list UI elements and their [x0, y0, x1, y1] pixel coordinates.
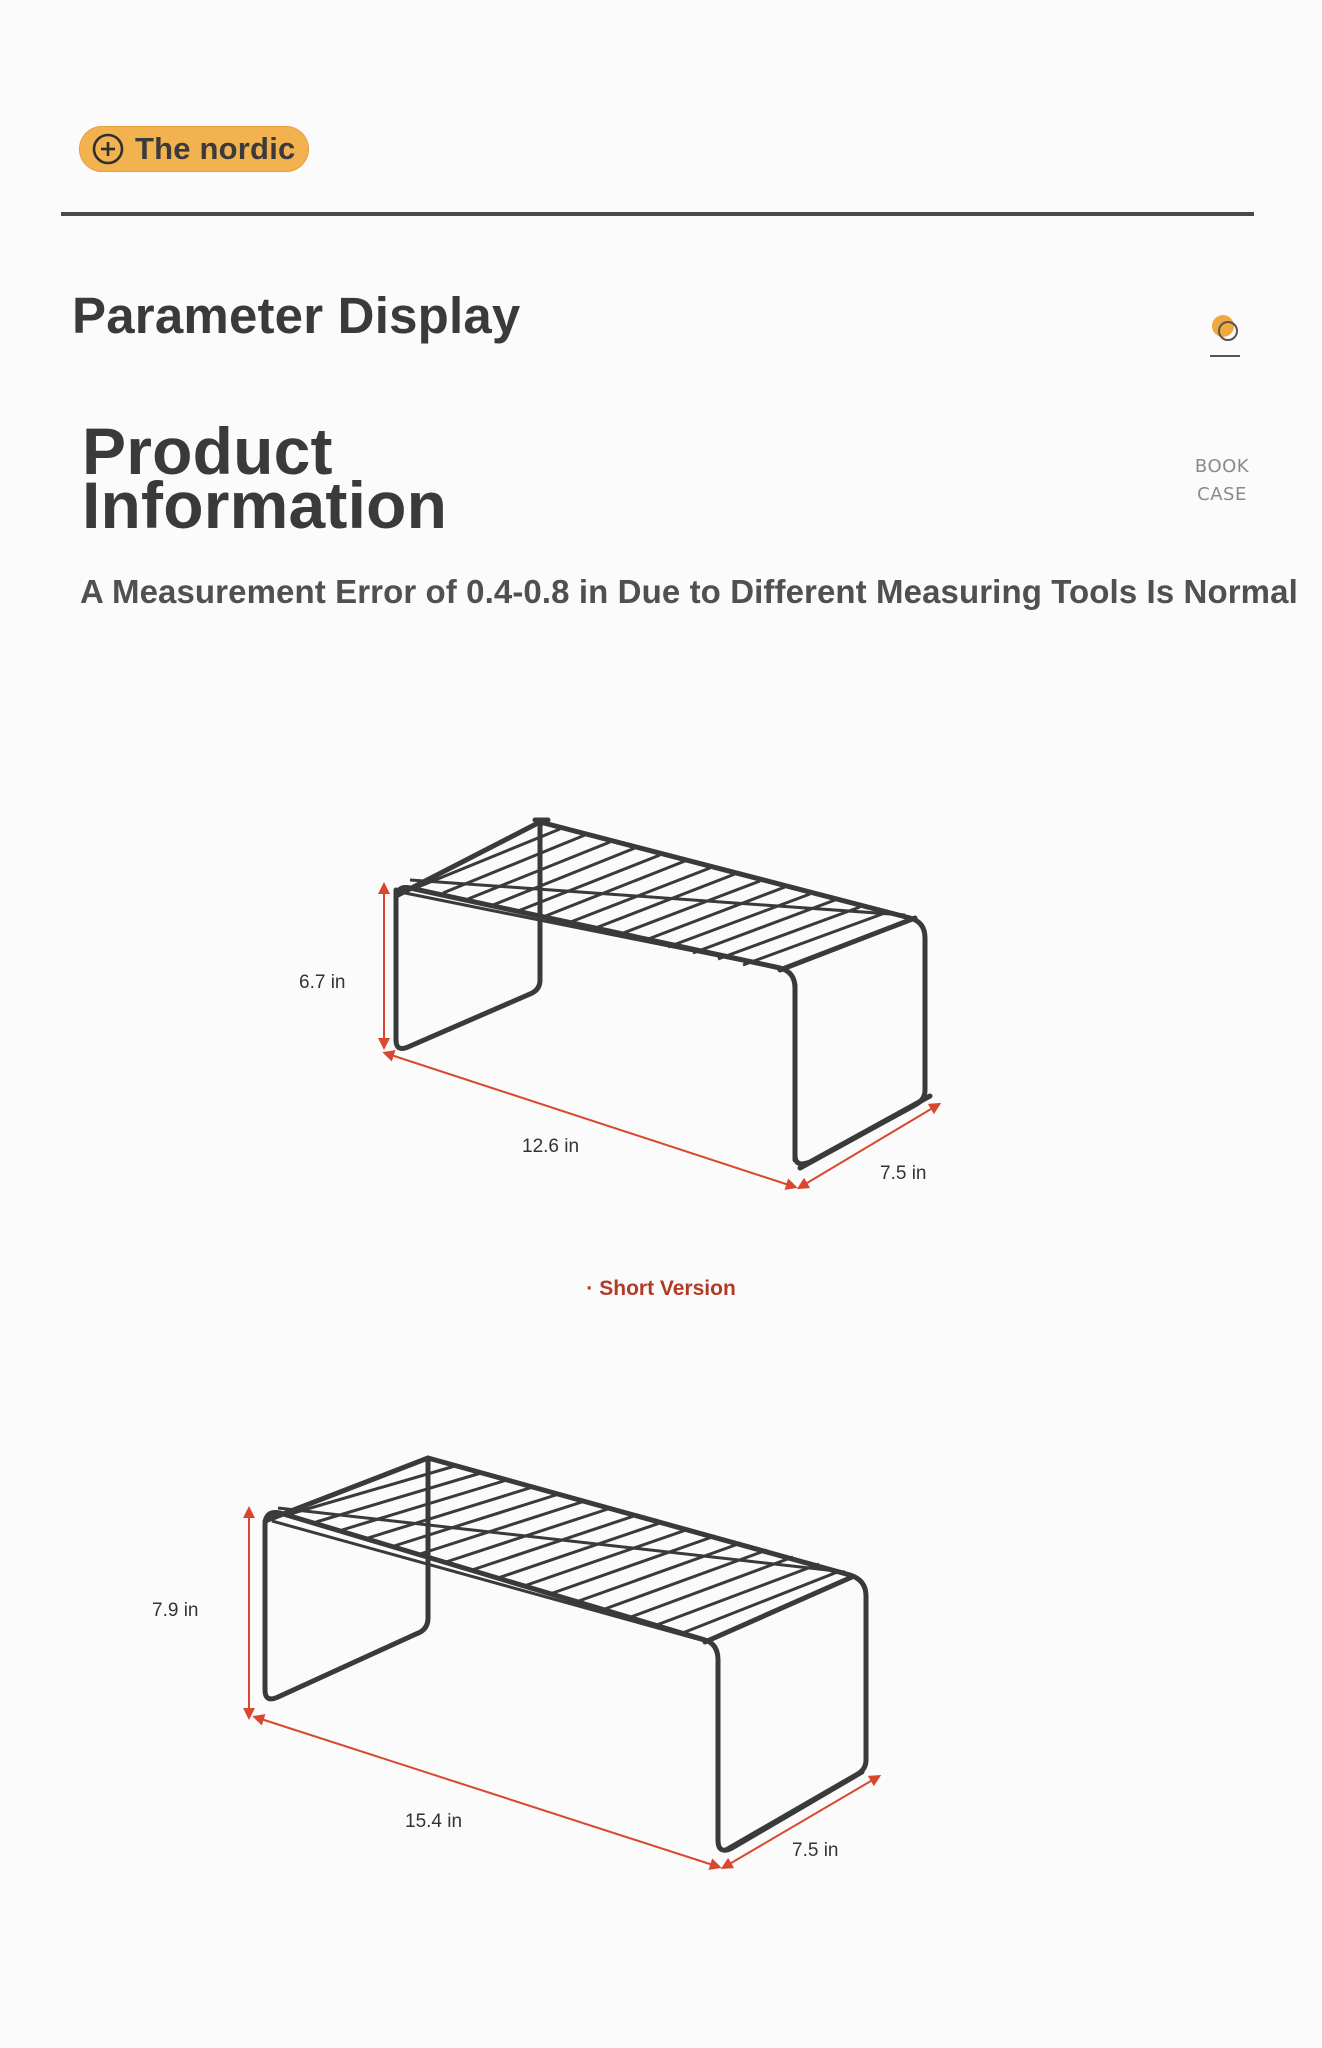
long-length-label: 15.4 in	[405, 1811, 463, 1832]
brand-name: The nordic	[135, 131, 296, 166]
product-title-line2: Information	[82, 468, 448, 542]
section-title: Parameter Display	[72, 287, 521, 344]
short-length-label: 12.6 in	[522, 1136, 580, 1157]
short-height-label: 6.7 in	[299, 972, 346, 993]
product-title-line1: Product	[82, 414, 333, 488]
long-height-label: 7.9 in	[152, 1600, 199, 1621]
version-name: Short Version	[599, 1277, 736, 1300]
short-shelf-drawing	[396, 820, 930, 1168]
short-version-label	[0, 1277, 1322, 1301]
long-depth-label: 7.5 in	[792, 1840, 839, 1861]
side-tag-line2: CASE	[1197, 484, 1247, 505]
version-bullet: ·	[586, 1277, 594, 1300]
side-tag-line1: BOOK	[1194, 456, 1250, 477]
short-depth-label: 7.5 in	[880, 1163, 927, 1184]
measurement-note: A Measurement Error of 0.4-0.8 in Due to Different Measuring Tools Is Normal	[80, 573, 1298, 610]
